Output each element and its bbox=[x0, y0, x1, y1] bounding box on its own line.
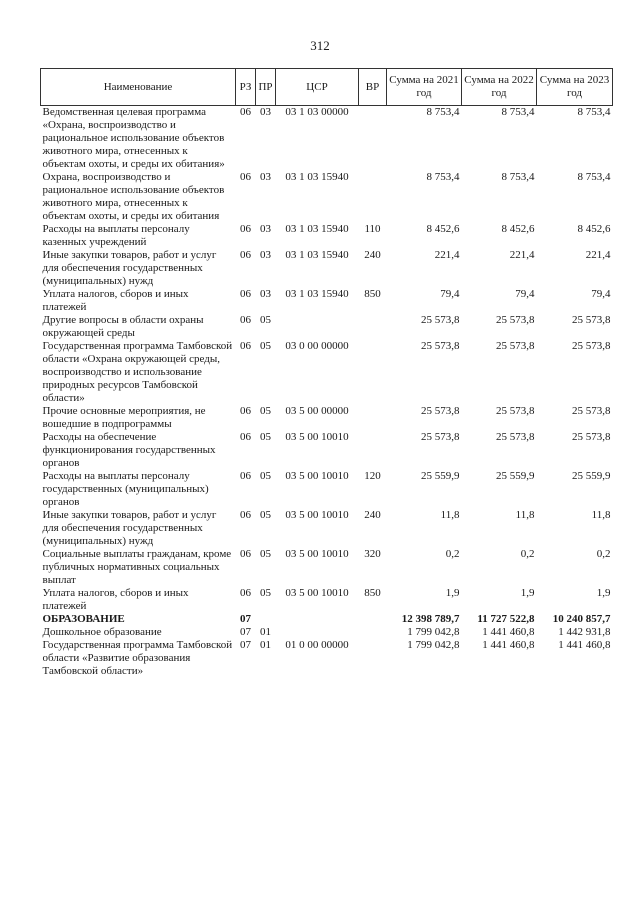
row-sum-2021: 1 799 042,8 bbox=[407, 639, 460, 651]
row-sum-2023: 25 573,8 bbox=[572, 314, 611, 326]
row-pr: 05 bbox=[260, 405, 271, 417]
row-vr bbox=[359, 431, 387, 470]
header-sum-2023: Сумма на 2023 год bbox=[537, 69, 613, 106]
row-pr: 03 bbox=[260, 288, 271, 300]
row-sum-2022: 25 573,8 bbox=[496, 431, 535, 443]
row-vr bbox=[359, 314, 387, 340]
budget-table bbox=[40, 68, 613, 678]
table-row bbox=[41, 314, 613, 340]
row-rz: 06 bbox=[240, 470, 251, 482]
row-sum-2023: 1,9 bbox=[596, 587, 611, 599]
table-header-row bbox=[41, 69, 613, 106]
row-sum-2023: 221,4 bbox=[585, 249, 611, 261]
row-name: Расходы на выплаты персоналу государственных (муниципальных) органов bbox=[42, 470, 209, 508]
row-vr bbox=[359, 626, 387, 639]
row-vr bbox=[359, 171, 387, 223]
header-pr: ПР bbox=[256, 69, 276, 106]
row-sum-2023: 25 559,9 bbox=[572, 470, 611, 482]
table-row bbox=[41, 171, 613, 223]
row-csr: 03 1 03 00000 bbox=[285, 106, 349, 118]
row-rz: 06 bbox=[240, 340, 251, 352]
row-csr bbox=[276, 626, 359, 639]
row-sum-2021: 0,2 bbox=[445, 548, 460, 560]
row-csr: 03 5 00 10010 bbox=[285, 431, 349, 443]
row-sum-2023: 79,4 bbox=[591, 288, 611, 300]
row-sum-2021: 25 559,9 bbox=[421, 470, 460, 482]
page-number: 312 bbox=[310, 38, 330, 53]
table-row bbox=[41, 249, 613, 288]
row-pr: 03 bbox=[260, 223, 271, 235]
row-rz: 06 bbox=[240, 249, 251, 261]
row-sum-2022: 79,4 bbox=[515, 288, 535, 300]
row-sum-2021: 12 398 789,7 bbox=[401, 613, 460, 625]
row-rz: 06 bbox=[240, 431, 251, 443]
row-vr: 850 bbox=[364, 288, 381, 300]
row-vr: 320 bbox=[364, 548, 381, 560]
row-sum-2021: 1 799 042,8 bbox=[407, 626, 460, 638]
row-pr: 05 bbox=[260, 587, 271, 599]
row-csr: 03 5 00 00000 bbox=[285, 405, 349, 417]
row-csr: 03 1 03 15940 bbox=[285, 288, 349, 300]
row-pr: 01 bbox=[260, 626, 271, 638]
table-row bbox=[41, 509, 613, 548]
row-rz: 07 bbox=[240, 639, 251, 651]
row-name: Охрана, воспроизводство и рациональное использование объектов животного мира, отнесенных к объектам охоты, и среды их обитания bbox=[42, 171, 225, 222]
header-sum-2021: Сумма на 2021 год bbox=[387, 69, 462, 106]
table-row bbox=[41, 639, 613, 678]
row-pr: 05 bbox=[260, 470, 271, 482]
header-rz: РЗ bbox=[236, 69, 256, 106]
table-row bbox=[41, 548, 613, 587]
table-row bbox=[41, 587, 613, 613]
row-sum-2021: 25 573,8 bbox=[421, 405, 460, 417]
header-name: Наименование bbox=[41, 69, 236, 106]
row-csr: 03 5 00 10010 bbox=[285, 470, 349, 482]
row-rz: 07 bbox=[240, 626, 251, 638]
row-sum-2022: 1,9 bbox=[520, 587, 535, 599]
row-pr: 05 bbox=[260, 509, 271, 521]
row-sum-2023: 25 573,8 bbox=[572, 340, 611, 352]
row-sum-2023: 8 753,4 bbox=[577, 171, 611, 183]
row-sum-2021: 221,4 bbox=[434, 249, 460, 261]
row-vr: 240 bbox=[364, 249, 381, 261]
row-rz: 06 bbox=[240, 405, 251, 417]
row-sum-2022: 11 727 522,8 bbox=[477, 613, 535, 625]
row-name: Иные закупки товаров, работ и услуг для обеспечения государственных (муниципальных) нужд bbox=[42, 249, 217, 287]
row-csr: 03 1 03 15940 bbox=[285, 223, 349, 235]
row-vr bbox=[359, 639, 387, 678]
row-sum-2021: 25 573,8 bbox=[421, 314, 460, 326]
row-sum-2023: 8 753,4 bbox=[577, 106, 611, 118]
row-name: Расходы на выплаты персоналу казенных учреждений bbox=[42, 223, 190, 248]
row-sum-2023: 25 573,8 bbox=[572, 405, 611, 417]
row-name: ОБРАЗОВАНИЕ bbox=[42, 613, 125, 625]
row-csr: 03 1 03 15940 bbox=[285, 249, 349, 261]
row-pr: 05 bbox=[260, 548, 271, 560]
row-rz: 06 bbox=[240, 106, 251, 118]
row-sum-2021: 8 452,6 bbox=[426, 223, 460, 235]
row-vr: 110 bbox=[364, 223, 381, 235]
row-sum-2023: 1 442 931,8 bbox=[558, 626, 611, 638]
row-sum-2023: 25 573,8 bbox=[572, 431, 611, 443]
row-sum-2022: 11,8 bbox=[515, 509, 535, 521]
row-sum-2022: 1 441 460,8 bbox=[482, 639, 535, 651]
row-sum-2022: 25 559,9 bbox=[496, 470, 535, 482]
row-sum-2021: 25 573,8 bbox=[421, 431, 460, 443]
row-pr bbox=[256, 613, 276, 626]
row-vr: 240 bbox=[364, 509, 381, 521]
row-pr: 03 bbox=[260, 249, 271, 261]
row-csr: 01 0 00 00000 bbox=[285, 639, 349, 651]
row-csr: 03 5 00 10010 bbox=[285, 548, 349, 560]
table-body bbox=[41, 106, 613, 679]
header-csr: ЦСР bbox=[276, 69, 359, 106]
row-csr: 03 0 00 00000 bbox=[285, 340, 349, 352]
row-pr: 03 bbox=[260, 106, 271, 118]
row-vr: 120 bbox=[364, 470, 381, 482]
row-rz: 06 bbox=[240, 223, 251, 235]
table-row bbox=[41, 288, 613, 314]
row-rz: 06 bbox=[240, 171, 251, 183]
table-row bbox=[41, 223, 613, 249]
row-vr bbox=[359, 340, 387, 405]
row-name: Уплата налогов, сборов и иных платежей bbox=[42, 288, 189, 313]
row-sum-2023: 11,8 bbox=[591, 509, 611, 521]
row-vr: 850 bbox=[364, 587, 381, 599]
row-sum-2023: 1 441 460,8 bbox=[558, 639, 611, 651]
table-row bbox=[41, 626, 613, 639]
row-sum-2021: 8 753,4 bbox=[426, 171, 460, 183]
row-rz: 06 bbox=[240, 548, 251, 560]
row-sum-2021: 25 573,8 bbox=[421, 340, 460, 352]
row-rz: 06 bbox=[240, 509, 251, 521]
row-name: Государственная программа Тамбовской области «Охрана окружающей среды, воспроизводство и использование природных ресурсов Тамбовской области» bbox=[42, 340, 233, 404]
table-row bbox=[41, 340, 613, 405]
row-csr: 03 5 00 10010 bbox=[285, 587, 349, 599]
row-pr: 05 bbox=[260, 314, 271, 326]
table-row bbox=[41, 470, 613, 509]
row-rz: 06 bbox=[240, 288, 251, 300]
row-pr: 01 bbox=[260, 639, 271, 651]
row-pr: 05 bbox=[260, 431, 271, 443]
row-pr: 05 bbox=[260, 340, 271, 352]
row-sum-2021: 79,4 bbox=[440, 288, 460, 300]
header-sum-2022: Сумма на 2022 год bbox=[462, 69, 537, 106]
row-sum-2022: 25 573,8 bbox=[496, 314, 535, 326]
row-rz: 06 bbox=[240, 314, 251, 326]
row-name: Расходы на обеспечение функционирования государственных органов bbox=[42, 431, 216, 469]
row-sum-2022: 221,4 bbox=[509, 249, 535, 261]
row-sum-2021: 1,9 bbox=[445, 587, 460, 599]
row-csr: 03 5 00 10010 bbox=[285, 509, 349, 521]
row-name: Ведомственная целевая программа «Охрана, воспроизводство и рациональное использование объектов животного мира, отнесенных к объектам охоты, и среды их обитания» bbox=[42, 106, 225, 170]
row-name: Иные закупки товаров, работ и услуг для обеспечения государственных (муниципальных) нужд bbox=[42, 509, 217, 547]
row-name: Дошкольное образование bbox=[42, 626, 162, 638]
row-sum-2021: 8 753,4 bbox=[426, 106, 460, 118]
table-row bbox=[41, 431, 613, 470]
table-row bbox=[41, 405, 613, 431]
row-vr bbox=[359, 106, 387, 172]
row-name: Другие вопросы в области охраны окружающей среды bbox=[42, 314, 204, 339]
row-csr: 03 1 03 15940 bbox=[285, 171, 349, 183]
row-sum-2022: 25 573,8 bbox=[496, 340, 535, 352]
row-sum-2022: 25 573,8 bbox=[496, 405, 535, 417]
table-row bbox=[41, 613, 613, 626]
row-sum-2022: 0,2 bbox=[520, 548, 535, 560]
row-vr bbox=[359, 613, 387, 626]
row-rz: 06 bbox=[240, 587, 251, 599]
table-row bbox=[41, 106, 613, 172]
row-csr bbox=[276, 314, 359, 340]
row-name: Государственная программа Тамбовской области «Развитие образования Тамбовской области» bbox=[42, 639, 233, 677]
row-rz: 07 bbox=[240, 613, 251, 625]
row-sum-2022: 1 441 460,8 bbox=[482, 626, 535, 638]
row-sum-2023: 8 452,6 bbox=[577, 223, 611, 235]
row-sum-2022: 8 753,4 bbox=[501, 106, 535, 118]
row-csr bbox=[276, 613, 359, 626]
row-sum-2023: 10 240 857,7 bbox=[552, 613, 611, 625]
row-vr bbox=[359, 405, 387, 431]
row-pr: 03 bbox=[260, 171, 271, 183]
row-sum-2022: 8 452,6 bbox=[501, 223, 535, 235]
row-name: Уплата налогов, сборов и иных платежей bbox=[42, 587, 189, 612]
row-sum-2022: 8 753,4 bbox=[501, 171, 535, 183]
row-sum-2021: 11,8 bbox=[440, 509, 460, 521]
row-name: Прочие основные мероприятия, не вошедшие в подпрограммы bbox=[42, 405, 206, 430]
row-name: Социальные выплаты гражданам, кроме публичных нормативных социальных выплат bbox=[42, 548, 232, 586]
header-vr: ВР bbox=[359, 69, 387, 106]
row-sum-2023: 0,2 bbox=[596, 548, 611, 560]
